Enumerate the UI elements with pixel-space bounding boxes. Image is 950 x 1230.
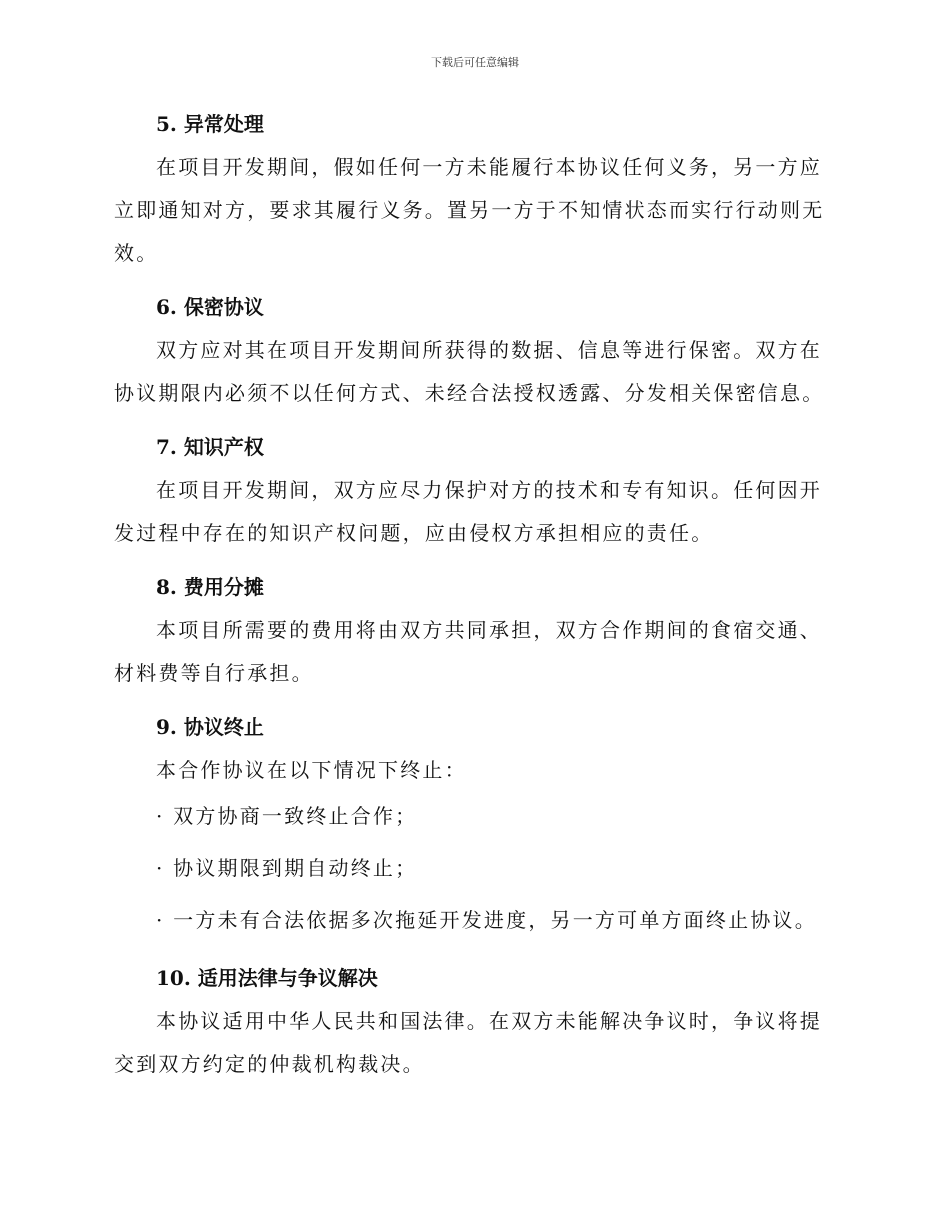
section-paragraph: 在项目开发期间，双方应尽力保护对方的技术和专有知识。任何因开发过程中存在的知识产权问题，应由侵权方承担相应的责任。 [114,478,822,545]
section-intellectual-property [114,433,834,555]
list-item: · 协议期限到期自动终止； [156,856,418,880]
page-header: 下载后可任意编辑 [431,56,519,69]
section-cost-sharing [114,573,834,695]
section-heading: 7. 知识产权 [156,435,264,459]
section-paragraph: 本项目所需要的费用将由双方共同承担，双方合作期间的食宿交通、材料费等自行承担。 [114,618,822,685]
section-heading: 6. 保密协议 [156,295,264,319]
section-heading: 8. 费用分摊 [156,575,264,599]
section-paragraph: 双方应对其在项目开发期间所获得的数据、信息等进行保密。双方在协议期限内必须不以任何方式、未经合法授权透露、分发相关保密信息。 [114,338,825,405]
section-paragraph: 本协议适用中华人民共和国法律。在双方未能解决争议时，争议将提交到双方约定的仲裁机构裁决。 [114,1009,822,1076]
list-item: · 双方协商一致终止合作； [156,804,418,828]
list-item: · 一方未有合法依据多次拖延开发进度，另一方可单方面终止协议。 [156,908,817,932]
termination-list [114,802,834,934]
section-paragraph: 在项目开发期间，假如任何一方未能履行本协议任何义务，另一方应立即通知对方，要求其履行义务。置另一方于不知情状态而实行行动则无效。 [114,155,825,265]
section-confidentiality [114,293,834,415]
section-heading: 5. 异常处理 [156,112,264,136]
section-termination [114,713,834,934]
section-heading: 9. 协议终止 [156,715,264,739]
section-paragraph: 本合作协议在以下情况下终止： [156,758,467,782]
section-governing-law [114,964,834,1086]
section-heading: 10. 适用法律与争议解决 [156,966,378,990]
section-exception-handling [114,110,834,275]
document-body [114,110,834,1104]
